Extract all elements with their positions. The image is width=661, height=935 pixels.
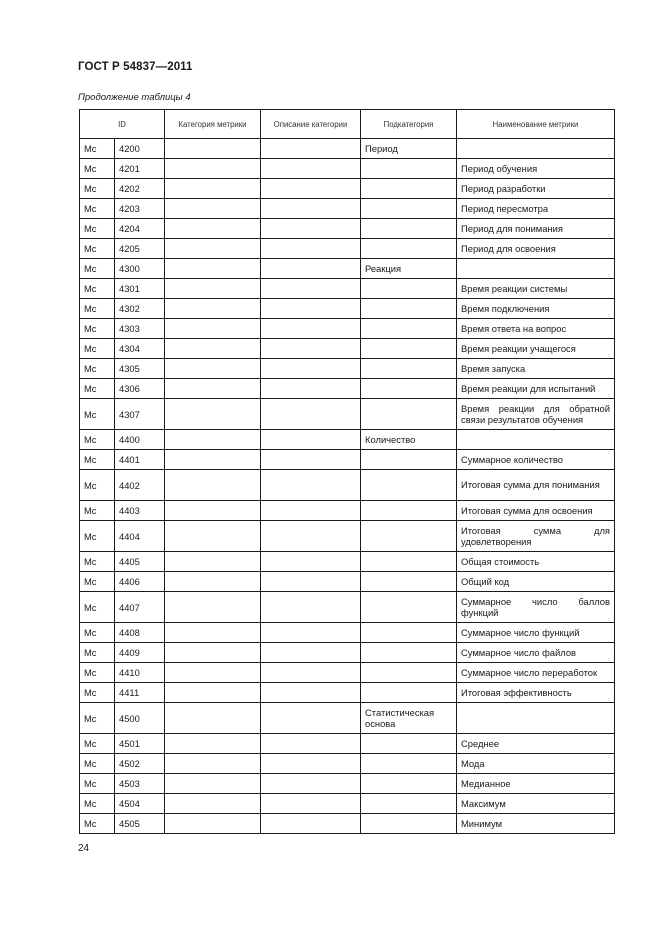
description-cell xyxy=(261,501,361,521)
metric-name-cell: Итоговая эффективность xyxy=(457,683,615,703)
description-cell xyxy=(261,521,361,552)
id-prefix-cell: Mc xyxy=(80,734,115,754)
category-cell xyxy=(165,159,261,179)
metric-name-cell: Время реакции для испытаний xyxy=(457,379,615,399)
table-row xyxy=(80,450,615,470)
table-row xyxy=(80,299,615,319)
metric-name-cell: Время реакции учащегося xyxy=(457,339,615,359)
category-cell xyxy=(165,450,261,470)
metric-name-cell: Период обучения xyxy=(457,159,615,179)
description-cell xyxy=(261,814,361,834)
id-prefix-cell: Mc xyxy=(80,521,115,552)
table-row xyxy=(80,179,615,199)
subcategory-cell xyxy=(361,552,457,572)
table-header-row xyxy=(80,110,615,139)
description-cell xyxy=(261,450,361,470)
id-number-cell: 4406 xyxy=(115,572,165,592)
subcategory-cell xyxy=(361,501,457,521)
category-cell xyxy=(165,339,261,359)
table-row xyxy=(80,734,615,754)
metric-name-cell: Время подключения xyxy=(457,299,615,319)
table-row xyxy=(80,572,615,592)
subcategory-cell: Статистическая основа xyxy=(361,703,457,734)
subcategory-cell xyxy=(361,794,457,814)
category-cell xyxy=(165,703,261,734)
category-cell xyxy=(165,683,261,703)
description-cell xyxy=(261,299,361,319)
id-number-cell: 4300 xyxy=(115,259,165,279)
category-cell xyxy=(165,501,261,521)
table-row xyxy=(80,683,615,703)
subcategory-cell xyxy=(361,319,457,339)
metric-name-cell: Медианное xyxy=(457,774,615,794)
category-cell xyxy=(165,643,261,663)
table-row xyxy=(80,592,615,623)
description-cell xyxy=(261,179,361,199)
id-number-cell: 4400 xyxy=(115,430,165,450)
table-row xyxy=(80,359,615,379)
column-header-id: ID xyxy=(80,110,165,139)
category-cell xyxy=(165,734,261,754)
id-number-cell: 4200 xyxy=(115,139,165,159)
table-row xyxy=(80,430,615,450)
subcategory-cell xyxy=(361,683,457,703)
table-row xyxy=(80,754,615,774)
metric-name-cell: Время реакции системы xyxy=(457,279,615,299)
subcategory-cell xyxy=(361,814,457,834)
description-cell xyxy=(261,592,361,623)
description-cell xyxy=(261,359,361,379)
id-prefix-cell: Mc xyxy=(80,572,115,592)
category-cell xyxy=(165,219,261,239)
metric-name-cell: Время реакции для обратной связи результатов обучения xyxy=(457,399,615,430)
category-cell xyxy=(165,139,261,159)
description-cell xyxy=(261,734,361,754)
column-header-category: Категория метрики xyxy=(165,110,261,139)
metric-name-cell: Итоговая сумма для удовлетворения xyxy=(457,521,615,552)
category-cell xyxy=(165,774,261,794)
table-body xyxy=(80,139,615,834)
metric-name-cell: Суммарное число файлов xyxy=(457,643,615,663)
description-cell xyxy=(261,703,361,734)
id-prefix-cell: Mc xyxy=(80,794,115,814)
id-number-cell: 4203 xyxy=(115,199,165,219)
description-cell xyxy=(261,794,361,814)
id-prefix-cell: Mc xyxy=(80,339,115,359)
subcategory-cell xyxy=(361,219,457,239)
id-prefix-cell: Mc xyxy=(80,663,115,683)
subcategory-cell xyxy=(361,239,457,259)
metric-name-cell: Итоговая сумма для понимания xyxy=(457,470,615,501)
id-prefix-cell: Mc xyxy=(80,592,115,623)
id-prefix-cell: Mc xyxy=(80,450,115,470)
description-cell xyxy=(261,663,361,683)
metric-name-cell: Суммарное число баллов функций xyxy=(457,592,615,623)
subcategory-cell xyxy=(361,450,457,470)
id-prefix-cell: Mc xyxy=(80,259,115,279)
column-header-subcategory: Подкатегория xyxy=(361,110,457,139)
table-row xyxy=(80,239,615,259)
category-cell xyxy=(165,592,261,623)
subcategory-cell: Количество xyxy=(361,430,457,450)
id-number-cell: 4402 xyxy=(115,470,165,501)
category-cell xyxy=(165,399,261,430)
id-number-cell: 4302 xyxy=(115,299,165,319)
category-cell xyxy=(165,623,261,643)
id-prefix-cell: Mc xyxy=(80,703,115,734)
description-cell xyxy=(261,279,361,299)
description-cell xyxy=(261,139,361,159)
document-code: ГОСТ Р 54837—2011 xyxy=(78,61,193,73)
category-cell xyxy=(165,379,261,399)
id-number-cell: 4307 xyxy=(115,399,165,430)
id-prefix-cell: Mc xyxy=(80,643,115,663)
subcategory-cell xyxy=(361,199,457,219)
table-row xyxy=(80,279,615,299)
id-prefix-cell: Mc xyxy=(80,159,115,179)
table-row xyxy=(80,470,615,501)
id-number-cell: 4306 xyxy=(115,379,165,399)
id-number-cell: 4410 xyxy=(115,663,165,683)
table-row xyxy=(80,552,615,572)
table-row xyxy=(80,794,615,814)
metric-name-cell: Период для понимания xyxy=(457,219,615,239)
id-prefix-cell: Mc xyxy=(80,470,115,501)
id-number-cell: 4500 xyxy=(115,703,165,734)
table-row xyxy=(80,643,615,663)
metric-name-cell xyxy=(457,259,615,279)
subcategory-cell xyxy=(361,179,457,199)
id-prefix-cell: Mc xyxy=(80,379,115,399)
id-prefix-cell: Mc xyxy=(80,299,115,319)
id-number-cell: 4405 xyxy=(115,552,165,572)
id-number-cell: 4301 xyxy=(115,279,165,299)
description-cell xyxy=(261,430,361,450)
description-cell xyxy=(261,552,361,572)
metric-name-cell: Суммарное количество xyxy=(457,450,615,470)
table-row xyxy=(80,663,615,683)
id-number-cell: 4303 xyxy=(115,319,165,339)
table-row xyxy=(80,521,615,552)
category-cell xyxy=(165,552,261,572)
table-row xyxy=(80,319,615,339)
category-cell xyxy=(165,299,261,319)
category-cell xyxy=(165,239,261,259)
subcategory-cell xyxy=(361,379,457,399)
metric-name-cell xyxy=(457,703,615,734)
subcategory-cell xyxy=(361,663,457,683)
id-prefix-cell: Mc xyxy=(80,179,115,199)
metrics-table xyxy=(79,109,615,834)
id-prefix-cell: Mc xyxy=(80,683,115,703)
metric-name-cell: Общая стоимость xyxy=(457,552,615,572)
id-number-cell: 4408 xyxy=(115,623,165,643)
subcategory-cell xyxy=(361,470,457,501)
subcategory-cell xyxy=(361,734,457,754)
id-prefix-cell: Mc xyxy=(80,359,115,379)
id-number-cell: 4204 xyxy=(115,219,165,239)
table-row xyxy=(80,139,615,159)
metric-name-cell: Мода xyxy=(457,754,615,774)
subcategory-cell xyxy=(361,399,457,430)
description-cell xyxy=(261,219,361,239)
id-prefix-cell: Mc xyxy=(80,754,115,774)
subcategory-cell xyxy=(361,359,457,379)
category-cell xyxy=(165,259,261,279)
table-row xyxy=(80,339,615,359)
subcategory-cell xyxy=(361,592,457,623)
id-number-cell: 4403 xyxy=(115,501,165,521)
category-cell xyxy=(165,572,261,592)
metric-name-cell: Итоговая сумма для освоения xyxy=(457,501,615,521)
id-number-cell: 4409 xyxy=(115,643,165,663)
id-number-cell: 4202 xyxy=(115,179,165,199)
id-prefix-cell: Mc xyxy=(80,219,115,239)
subcategory-cell xyxy=(361,159,457,179)
id-prefix-cell: Mc xyxy=(80,399,115,430)
id-number-cell: 4502 xyxy=(115,754,165,774)
category-cell xyxy=(165,359,261,379)
id-number-cell: 4407 xyxy=(115,592,165,623)
table-row xyxy=(80,259,615,279)
subcategory-cell xyxy=(361,572,457,592)
metric-name-cell: Среднее xyxy=(457,734,615,754)
category-cell xyxy=(165,470,261,501)
description-cell xyxy=(261,683,361,703)
subcategory-cell xyxy=(361,279,457,299)
table-caption: Продолжение таблицы 4 xyxy=(78,92,191,103)
id-prefix-cell: Mc xyxy=(80,239,115,259)
subcategory-cell xyxy=(361,521,457,552)
category-cell xyxy=(165,521,261,552)
id-prefix-cell: Mc xyxy=(80,279,115,299)
id-number-cell: 4305 xyxy=(115,359,165,379)
metric-name-cell: Минимум xyxy=(457,814,615,834)
metric-name-cell xyxy=(457,139,615,159)
subcategory-cell: Реакция xyxy=(361,259,457,279)
id-prefix-cell: Mc xyxy=(80,319,115,339)
id-prefix-cell: Mc xyxy=(80,501,115,521)
category-cell xyxy=(165,279,261,299)
description-cell xyxy=(261,159,361,179)
category-cell xyxy=(165,199,261,219)
table-row xyxy=(80,379,615,399)
metric-name-cell: Максимум xyxy=(457,794,615,814)
page-number: 24 xyxy=(78,843,90,854)
description-cell xyxy=(261,239,361,259)
table-row xyxy=(80,703,615,734)
category-cell xyxy=(165,430,261,450)
description-cell xyxy=(261,259,361,279)
id-number-cell: 4501 xyxy=(115,734,165,754)
id-number-cell: 4404 xyxy=(115,521,165,552)
metric-name-cell: Период разработки xyxy=(457,179,615,199)
description-cell xyxy=(261,572,361,592)
table-row xyxy=(80,219,615,239)
subcategory-cell: Период xyxy=(361,139,457,159)
category-cell xyxy=(165,179,261,199)
metric-name-cell: Время запуска xyxy=(457,359,615,379)
category-cell xyxy=(165,319,261,339)
subcategory-cell xyxy=(361,623,457,643)
category-cell xyxy=(165,814,261,834)
subcategory-cell xyxy=(361,754,457,774)
table-row xyxy=(80,774,615,794)
id-number-cell: 4201 xyxy=(115,159,165,179)
column-header-description: Описание категории xyxy=(261,110,361,139)
id-number-cell: 4503 xyxy=(115,774,165,794)
category-cell xyxy=(165,754,261,774)
metric-name-cell xyxy=(457,430,615,450)
id-prefix-cell: Mc xyxy=(80,552,115,572)
id-number-cell: 4504 xyxy=(115,794,165,814)
metric-name-cell: Период для освоения xyxy=(457,239,615,259)
metric-name-cell: Время ответа на вопрос xyxy=(457,319,615,339)
id-number-cell: 4505 xyxy=(115,814,165,834)
description-cell xyxy=(261,399,361,430)
id-prefix-cell: Mc xyxy=(80,623,115,643)
description-cell xyxy=(261,774,361,794)
description-cell xyxy=(261,623,361,643)
description-cell xyxy=(261,339,361,359)
id-prefix-cell: Mc xyxy=(80,774,115,794)
table-row xyxy=(80,199,615,219)
subcategory-cell xyxy=(361,339,457,359)
metric-name-cell: Период пересмотра xyxy=(457,199,615,219)
id-prefix-cell: Mc xyxy=(80,199,115,219)
metric-name-cell: Суммарное число функций xyxy=(457,623,615,643)
subcategory-cell xyxy=(361,299,457,319)
metric-name-cell: Общий код xyxy=(457,572,615,592)
description-cell xyxy=(261,643,361,663)
metric-name-cell: Суммарное число переработок xyxy=(457,663,615,683)
subcategory-cell xyxy=(361,643,457,663)
subcategory-cell xyxy=(361,774,457,794)
id-number-cell: 4411 xyxy=(115,683,165,703)
id-number-cell: 4205 xyxy=(115,239,165,259)
id-number-cell: 4401 xyxy=(115,450,165,470)
description-cell xyxy=(261,754,361,774)
column-header-metric-name: Наименование метрики xyxy=(457,110,615,139)
table-row xyxy=(80,399,615,430)
category-cell xyxy=(165,794,261,814)
description-cell xyxy=(261,319,361,339)
table-row xyxy=(80,623,615,643)
description-cell xyxy=(261,199,361,219)
id-prefix-cell: Mc xyxy=(80,430,115,450)
category-cell xyxy=(165,663,261,683)
description-cell xyxy=(261,379,361,399)
table-row xyxy=(80,159,615,179)
id-prefix-cell: Mc xyxy=(80,139,115,159)
table-row xyxy=(80,814,615,834)
id-number-cell: 4304 xyxy=(115,339,165,359)
table-row xyxy=(80,501,615,521)
description-cell xyxy=(261,470,361,501)
id-prefix-cell: Mc xyxy=(80,814,115,834)
